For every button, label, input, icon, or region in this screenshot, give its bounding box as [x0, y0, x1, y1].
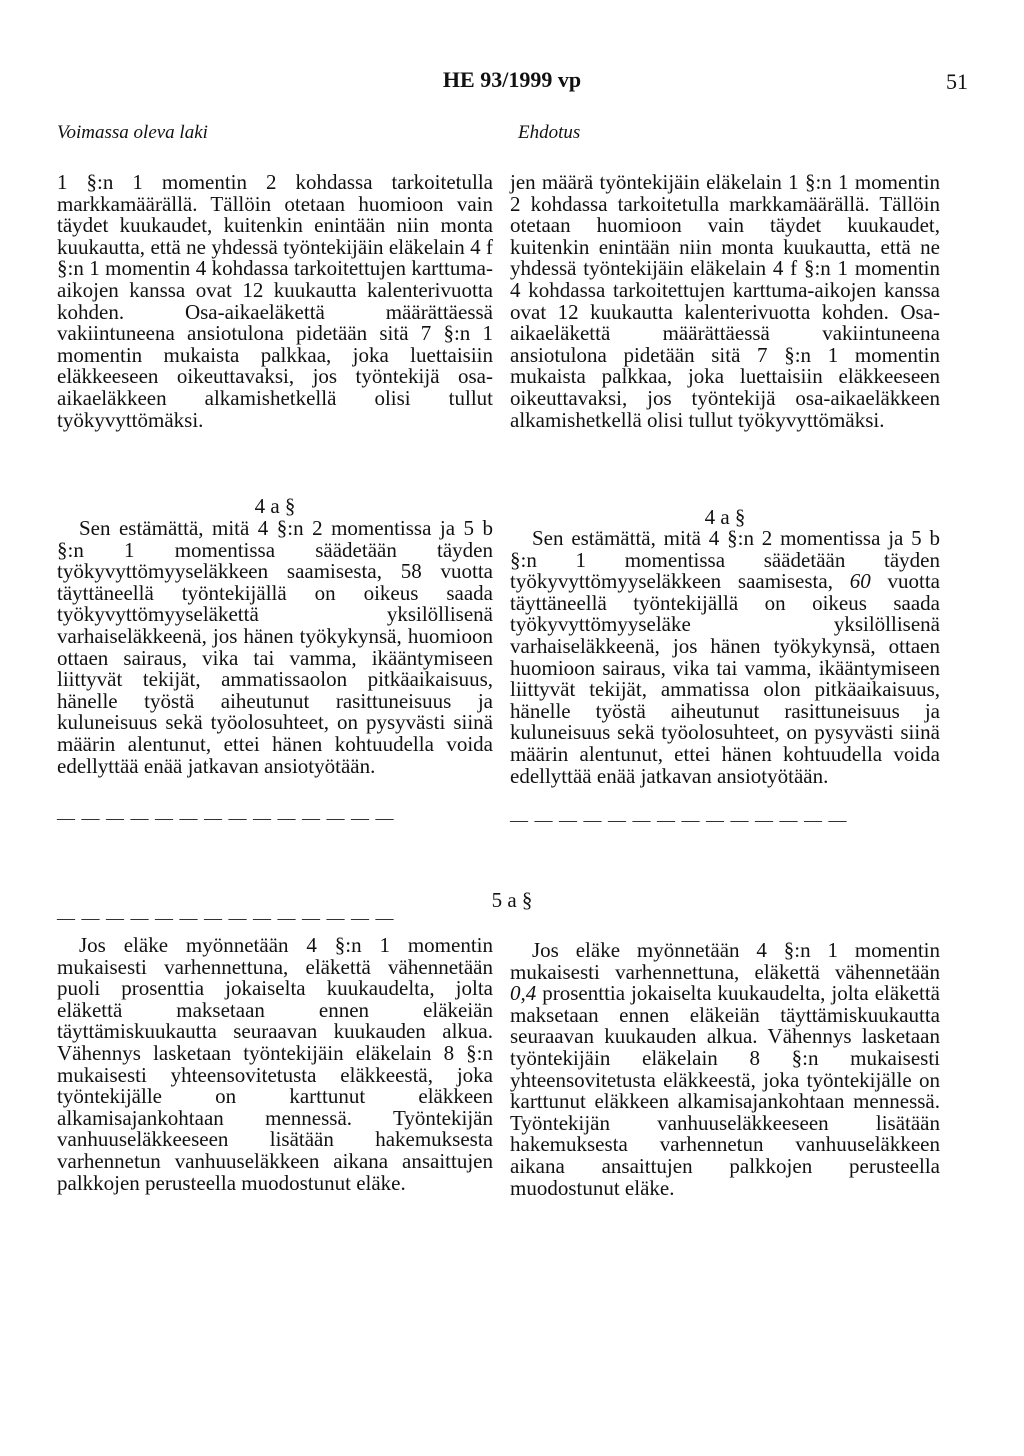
current-law-paragraph-1-text: 1 §:n 1 momentin 2 kohdassa tarkoitetulla markkamäärällä. Tällöin otetaan huomioon vain täydet kuukaudet, kuitenkin enintään niin monta kuukautta, että ne yhdessä työntekijäin eläkelain 4 f §:n 1 momentin 4 kohdassa tarkoitettujen karttuma-aikojen kanssa ovat 12 kuukautta kalenterivuotta kohden. Osa-aikaeläkettä määrättäessä vakiintuneena ansiotulona pidetään sitä 7 §:n 1 momentin mukaista palkkaa, joka luettaisiin eläkkeeseen oikeuttavaksi, jos työntekijä osa-aikaeläkkeen alkamishetkellä olisi tullut työkyvyttömäksi. [57, 170, 493, 432]
proposal-omission-marker-4a: — — — — — — — — — — — — — — [510, 810, 848, 830]
proposal-section-4a-text-after: vuotta täyttäneellä työntekijällä on oikeus saada työkyvyttömyyseläke yksilöllisenä varhaiseläkkeenä, jos hänen työkykynsä, ottaen huomioon sairaus, vika tai vamma, ikääntymiseen liittyvät tekijät, ammatissa olon pitkäaikaisuus, hänelle työstä aiheutunut rasittuneisuus ja kuluneisuus sekä työolosuhteet, on pysyvästi siinä määrin alentunut, ettei hänen kohtuudella voida edellyttää enää jatkavan ansiotyötään. [510, 569, 940, 788]
left-column-heading: Voimassa oleva laki [57, 122, 208, 143]
current-law-section-5a [57, 935, 493, 1194]
proposal-section-5a-text [510, 940, 940, 1199]
section-5a-heading: 5 a § [491, 888, 533, 912]
proposal-section-4a-text-before: Sen estämättä, mitä 4 §:n 2 momentissa ja 5 b §:n 1 momentissa säädetään täyden työkyvyttömyyseläkkeen saamisesta, [510, 526, 940, 594]
proposal-section-5a [510, 940, 940, 1199]
current-law-section-4a-heading: 4 a § [254, 494, 296, 518]
proposal-section-4a [510, 528, 940, 787]
document-id: HE 93/1999 vp [442, 67, 582, 92]
proposal-paragraph-1 [510, 172, 940, 431]
proposal-section-5a-changed-value: 0,4 [510, 981, 537, 1006]
current-law-section-5a-text: Jos eläke myönnetään 4 §:n 1 momentin mukaisesti varhennettuna, eläkettä vähennetään puoli prosenttia jokaiselta kuukaudelta, jolta eläkettä maksetaan ennen eläkeiän täyttämiskuukautta seuraavan kuukauden alkua. Vähennys lasketaan työntekijäin eläkelain 8 §:n mukaisesti yhteensovitetusta eläkkeestä, joka työntekijälle on karttunut eläkkeen alkamisajankohtaan mennessä. Työntekijän vanhuuseläkkeeseen lisätään hakemuksesta varhennetun vanhuuseläkkeen aikana ansaittujen palkkojen perusteella muodostunut eläke. [57, 933, 493, 1195]
current-law-omission-marker-4a: — — — — — — — — — — — — — — [57, 808, 395, 828]
current-law-omission-marker-5a: — — — — — — — — — — — — — — [57, 908, 395, 928]
proposal-section-4a-changed-value: 60 [849, 569, 871, 594]
right-column-heading: Ehdotus [518, 122, 581, 143]
current-law-section-4a [57, 518, 493, 777]
proposal-section-5a-text-after: prosenttia jokaiselta kuukaudelta, jolta eläkettä maksetaan ennen eläkeiän täyttämiskuukautta seuraavan kuukauden alkua. Vähennys lasketaan työntekijäin eläkelain 8 §:n mukaisesti yhteensovitetusta eläkkeestä, joka työntekijälle on karttunut eläkkeen alkamisajankohtaan mennessä. Työntekijän vanhuuseläkkeeseen lisätään hakemuksesta varhennetun vanhuuseläkkeen aikana ansaittujen palkkojen perusteella muodostunut eläke. [510, 981, 940, 1200]
current-law-paragraph-1 [57, 172, 493, 431]
proposal-section-4a-heading: 4 a § [704, 505, 746, 529]
page-number: 51 [946, 69, 968, 94]
proposal-paragraph-1-text: jen määrä työntekijäin eläkelain 1 §:n 1 momentin 2 kohdassa tarkoitetulla markkamäärällä. Tällöin otetaan huomioon vain täydet kuukaudet, kuitenkin enintään niin monta kuukautta, että ne yhdessä työntekijäin eläkelain 4 f §:n 1 momentin 4 kohdassa tarkoitettujen karttuma-aikojen kanssa ovat 12 kuukautta kalenterivuotta kohden. Osa-aikaeläkettä määrättäessä vakiintuneena ansiotulona pidetään sitä 7 §:n 1 momentin mukaista palkkaa, joka luettaisiin eläkkeeseen oikeuttavaksi, jos työntekijä osa-aikaeläkkeen alkamishetkellä olisi tullut työkyvyttömäksi. [510, 170, 940, 432]
proposal-section-4a-text [510, 528, 940, 787]
current-law-section-4a-text: Sen estämättä, mitä 4 §:n 2 momentissa ja 5 b §:n 1 momentissa säädetään täyden työkyvyttömyyseläkkeen saamisesta, 58 vuotta täyttäneellä työntekijällä on oikeus saada työkyvyttömyyseläkettä yksilöllisenä varhaiseläkkeenä, jos hänen työkykynsä, huomioon ottaen sairaus, vika tai vamma, ikääntymiseen liittyvät tekijät, ammatissaolon pitkäaikaisuus, hänelle työstä aiheutunut rasittuneisuus ja kuluneisuus sekä työolosuhteet, on pysyvästi siinä määrin alentunut, ettei hänen kohtuudella voida edellyttää enää jatkavan ansiotyötään. [57, 516, 493, 778]
proposal-section-5a-text-before: Jos eläke myönnetään 4 §:n 1 momentin mukaisesti varhennettuna, eläkettä vähennetään [510, 938, 940, 984]
